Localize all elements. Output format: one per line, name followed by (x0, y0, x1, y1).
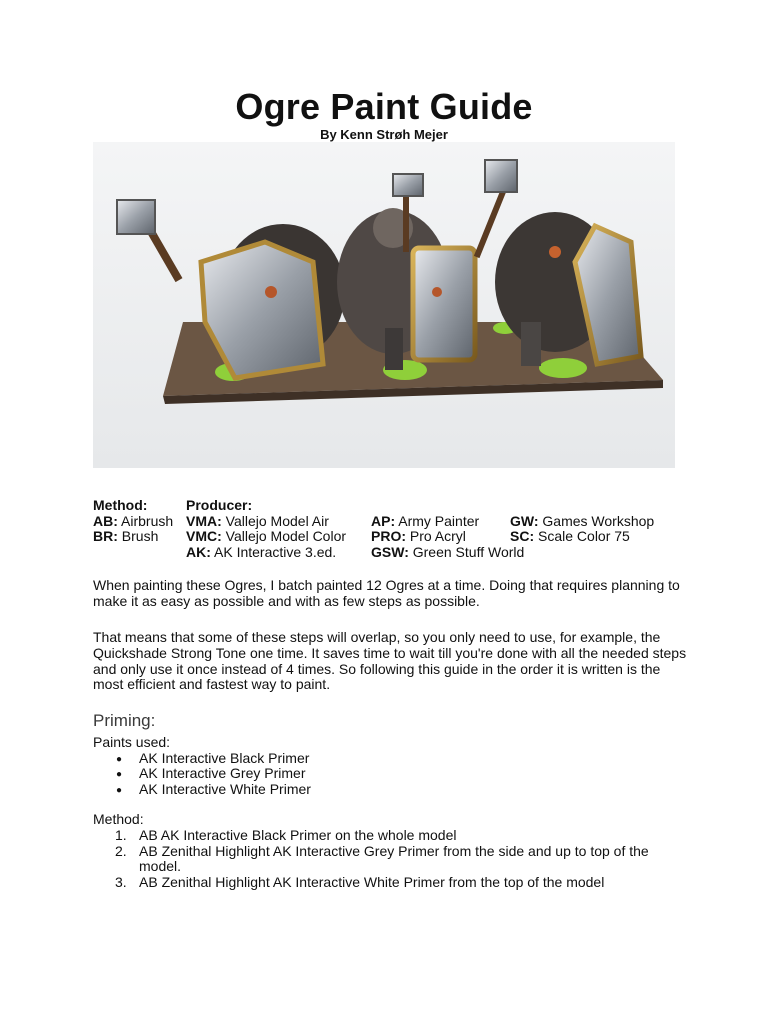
producer-item: PRO: Pro Acryl (371, 528, 466, 544)
paints-used-list (93, 735, 311, 797)
ogre-miniatures-photo (93, 142, 675, 468)
method-step: 2. AB Zenithal Highlight AK Interactive Grey Primer from the side and up to top of the model. (115, 842, 649, 875)
producer-item: SC: Scale Color 75 (510, 528, 630, 544)
producer-item: AK: AK Interactive 3.ed. (186, 543, 337, 560)
priming-method-list (93, 812, 693, 891)
producer-legend-col1 (186, 498, 346, 560)
producer-item: AP: Army Painter (371, 512, 480, 529)
paints-used-label: Paints used: (93, 734, 171, 750)
method-legend (93, 498, 173, 545)
producer-legend-col2 (371, 498, 524, 560)
method-item: AB: Airbrush (93, 512, 174, 529)
producer-legend-col3 (510, 498, 654, 545)
method-label: Method: (93, 811, 144, 827)
producer-heading: Producer: (186, 497, 253, 513)
paint-item: ● AK Interactive Black Primer (93, 751, 311, 767)
method-heading: Method: (93, 497, 148, 513)
intro-paragraph-1: When painting these Ogres, I batch painted 12 Ogres at a time. Doing that requires planning to make it as easy as possible and with as few steps as possible. (93, 577, 680, 609)
method-step: 1. AB AK Interactive Black Primer on the whole model (115, 826, 457, 843)
intro-paragraph-2: That means that some of these steps will overlap, so you only need to use, for example, the Quickshade Strong Tone one time. It saves time to wait till you're done with all the needed steps and only use it once instead of 4 times. So following this guide in the order it is written is the most efficient and fastest way to paint. (93, 629, 687, 693)
producer-item: GSW: Green Stuff World (371, 543, 525, 560)
producer-item: VMC: Vallejo Model Color (186, 528, 347, 544)
page-title: Ogre Paint Guide (235, 86, 533, 127)
author-byline: By Kenn Strøh Mejer (320, 127, 448, 142)
method-step: 3. AB Zenithal Highlight AK Interactive White Primer from the top of the model (115, 874, 605, 891)
paint-item: ● AK Interactive Grey Primer (93, 766, 311, 782)
method-item: BR: Brush (93, 528, 159, 544)
paint-item: ● AK Interactive White Primer (93, 782, 311, 798)
producer-item: GW: Games Workshop (510, 512, 655, 529)
priming-heading: Priming: (93, 711, 156, 730)
producer-item: VMA: Vallejo Model Air (186, 512, 329, 529)
